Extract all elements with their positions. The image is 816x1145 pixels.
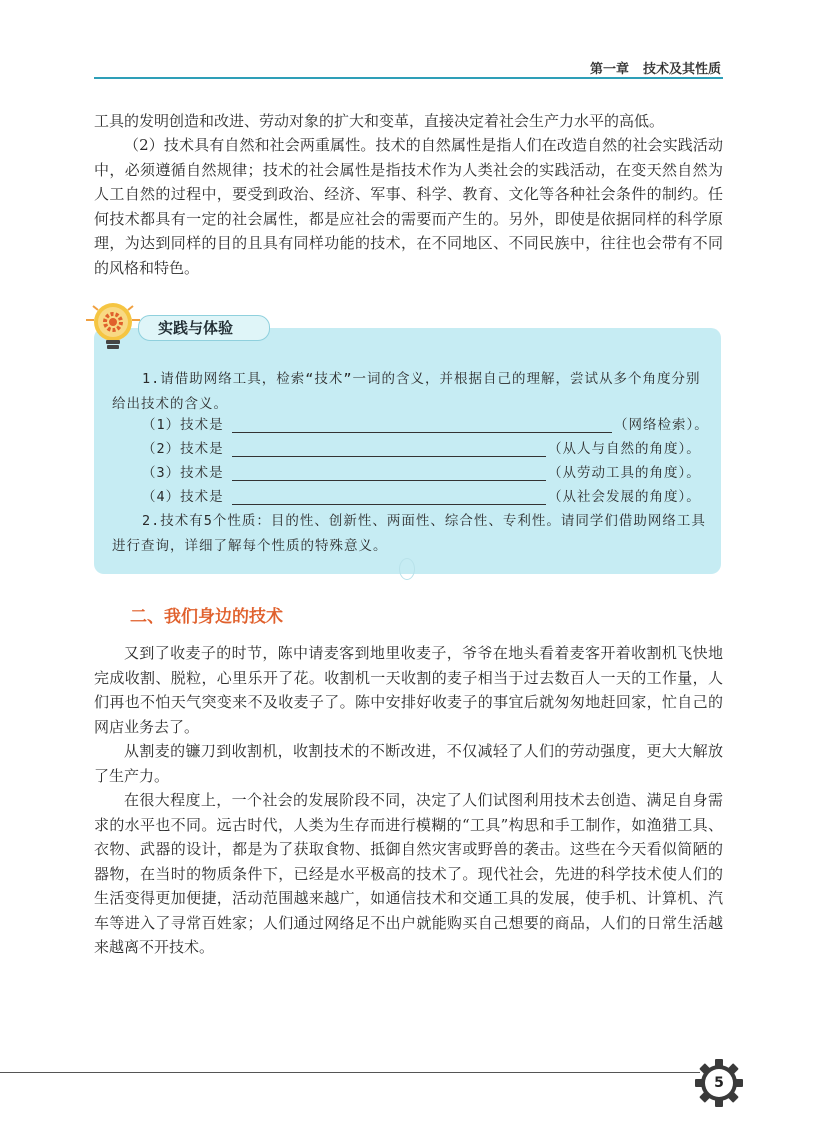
fill-item-hint: （网络检索）。	[614, 417, 709, 433]
fill-item-label: （3）技术是	[142, 465, 224, 481]
chapter-label: 第一章	[589, 62, 629, 77]
fill-item-label: （1）技术是	[142, 417, 224, 433]
section-paragraph-1: 又到了收麦子的时节，陈中请麦客到地里收麦子，爷爷在地头看着麦客开着收割机飞快地完成收割、脱粒，心里乐开了花。收割机一天收割的麦子相当于过去数百人一天的工作量，人们再也不怕天气突变来不及收麦子了。陈中安排好收麦子的事宜后就匆匆地赶回家，忙自己的网店业务去了。	[94, 644, 723, 736]
watermark-mark	[399, 558, 415, 580]
answer-blank[interactable]	[232, 432, 612, 433]
fill-item-label: （2）技术是	[142, 441, 224, 457]
practice-task-2: 2.技术有5个性质：目的性、创新性、两面性、综合性、专利性。请同学们借助网络工具进行查询，详细了解每个性质的特殊意义。	[112, 513, 706, 554]
practice-task-1: 1.请借助网络工具，检索“技术”一词的含义，并根据自己的理解，尝试从多个角度分别给出技术的含义。	[112, 371, 701, 412]
fill-item-label: （4）技术是	[142, 489, 224, 505]
intro-paragraph-1: 工具的发明创造和改进、劳动对象的扩大和变革，直接决定着社会生产力水平的高低。	[94, 112, 665, 130]
footer-rule	[0, 1072, 700, 1073]
lightbulb-gear-icon	[86, 298, 140, 352]
fill-item-hint: （从社会发展的角度）。	[548, 489, 701, 505]
intro-paragraph-2: （2）技术具有自然和社会两重属性。技术的自然属性是指人们在改造自然的社会实践活动中，必须遵循自然规律；技术的社会属性是指技术作为人类社会的实践活动，在变天然自然为人工自然的过程中，要受到政治、经济、军事、科学、教育、文化等各种社会条件的制约。任何技术都具有一定的社会属性，都是应社会的需要而产生的。另外，即使是依据同样的科学原理，为达到同样的目的且具有同样功能的技术，在不同地区、不同民族中，往往也会带有不同的风格和特色。	[94, 136, 723, 277]
practice-title: 实践与体验	[158, 319, 234, 337]
running-header	[590, 58, 721, 77]
fill-item-4	[142, 485, 722, 509]
chapter-title: 技术及其性质	[642, 62, 721, 77]
fill-item-hint: （从劳动工具的角度）。	[548, 465, 701, 481]
fill-item-2	[142, 437, 722, 461]
fill-item-1	[142, 413, 722, 437]
header-rule	[94, 77, 723, 79]
section-paragraph-2: 从割麦的镰刀到收割机，收割技术的不断改进，不仅减轻了人们的劳动强度，更大大解放了生产力。	[94, 742, 723, 785]
section-paragraph-3: 在很大程度上，一个社会的发展阶段不同，决定了人们试图利用技术去创造、满足自身需求的水平也不同。远古时代，人类为生存而进行模糊的“工具”构思和手工制作，如渔猎工具、衣物、武器的设计，都是为了获取食物、抵御自然灾害或野兽的袭击。这些在今天看似简陋的器物，在当时的物质条件下，已经是水平极高的技术了。现代社会，先进的科学技术使人们的生活变得更加便捷，活动范围越来越广，如通信技术和交通工具的发展，使手机、计算机、汽车等进入了寻常百姓家；人们通过网络足不出户就能购买自己想要的商品，人们的日常生活越来越离不开技术。	[94, 791, 723, 956]
page-number: 5	[714, 1075, 724, 1091]
answer-blank[interactable]	[232, 504, 546, 505]
fill-item-3	[142, 461, 722, 485]
answer-blank[interactable]	[232, 480, 546, 481]
section-heading: 二、我们身边的技术	[130, 607, 283, 627]
fill-item-hint: （从人与自然的角度）。	[548, 441, 701, 457]
answer-blank[interactable]	[232, 456, 546, 457]
